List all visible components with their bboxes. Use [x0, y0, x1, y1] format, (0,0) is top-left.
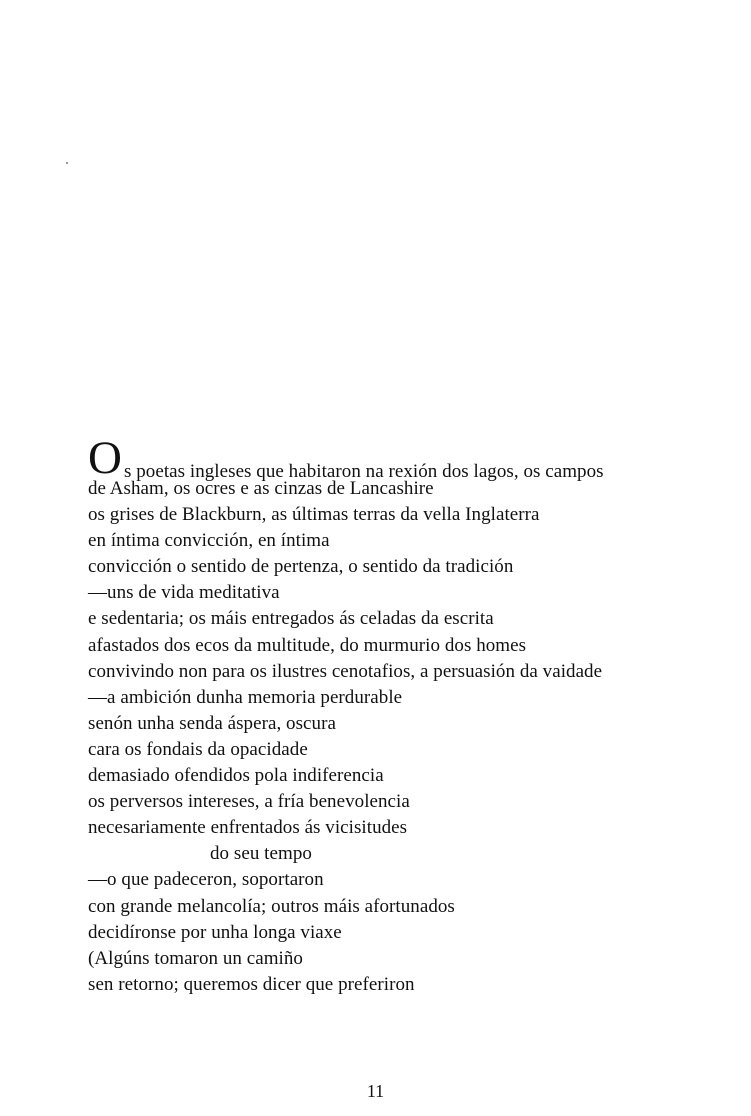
- poem-line-10: —a ambición dunha memoria perdurable: [88, 686, 403, 708]
- poem-line-13: demasiado ofendidos pola indiferencia: [88, 765, 384, 787]
- poem-line-14: os perversos intereses, a fría benevolencia: [88, 791, 410, 813]
- poem-line-11: senón unha senda áspera, oscura: [88, 712, 336, 734]
- poem-line-12: cara os fondais da opacidade: [88, 738, 308, 760]
- poem-line-16: do seu tempo: [210, 843, 312, 865]
- poem-line-8: afastados dos ecos da multitude, do murmurio dos homes: [88, 634, 527, 656]
- poem-line-3: os grises de Blackburn, as últimas terras da vella Inglaterra: [88, 504, 540, 526]
- poem-line-21: sen retorno; queremos dicer que preferiron: [88, 973, 415, 995]
- poem-line-6: —uns de vida meditativa: [88, 582, 280, 604]
- poem-line-9: convivindo non para os ilustres cenotafios, a persuasión da vaidade: [88, 660, 603, 682]
- poem-line-2: de Asham, os ocres e as cinzas de Lancashire: [88, 478, 434, 499]
- first-line-text: s poetas ingleses que habitaron na rexión dos lagos, os campos: [124, 461, 604, 482]
- poem-line-19: decidíronse por unha longa viaxe: [88, 921, 342, 943]
- poem-line-17: —o que padeceron, soportaron: [88, 869, 324, 891]
- poem-line-5: convicción o sentido de pertenza, o sentido da tradición: [88, 556, 514, 578]
- page-number: 11: [366, 1081, 385, 1101]
- paper-speck: [66, 162, 68, 164]
- poem-line-7: e sedentaria; os máis entregados ás celadas da escrita: [88, 608, 494, 630]
- poem-text: [88, 432, 728, 998]
- poem-line-18: con grande melancolía; outros máis afortunados: [88, 895, 455, 917]
- drop-cap: O: [88, 432, 122, 484]
- poem-line-15: necesariamente enfrentados ás vicisitudes: [88, 817, 408, 839]
- poem-line-1: [88, 432, 728, 484]
- poem-line-4: en íntima convicción, en íntima: [88, 530, 330, 552]
- poem-line-20: (Algúns tomaron un camiño: [88, 947, 303, 969]
